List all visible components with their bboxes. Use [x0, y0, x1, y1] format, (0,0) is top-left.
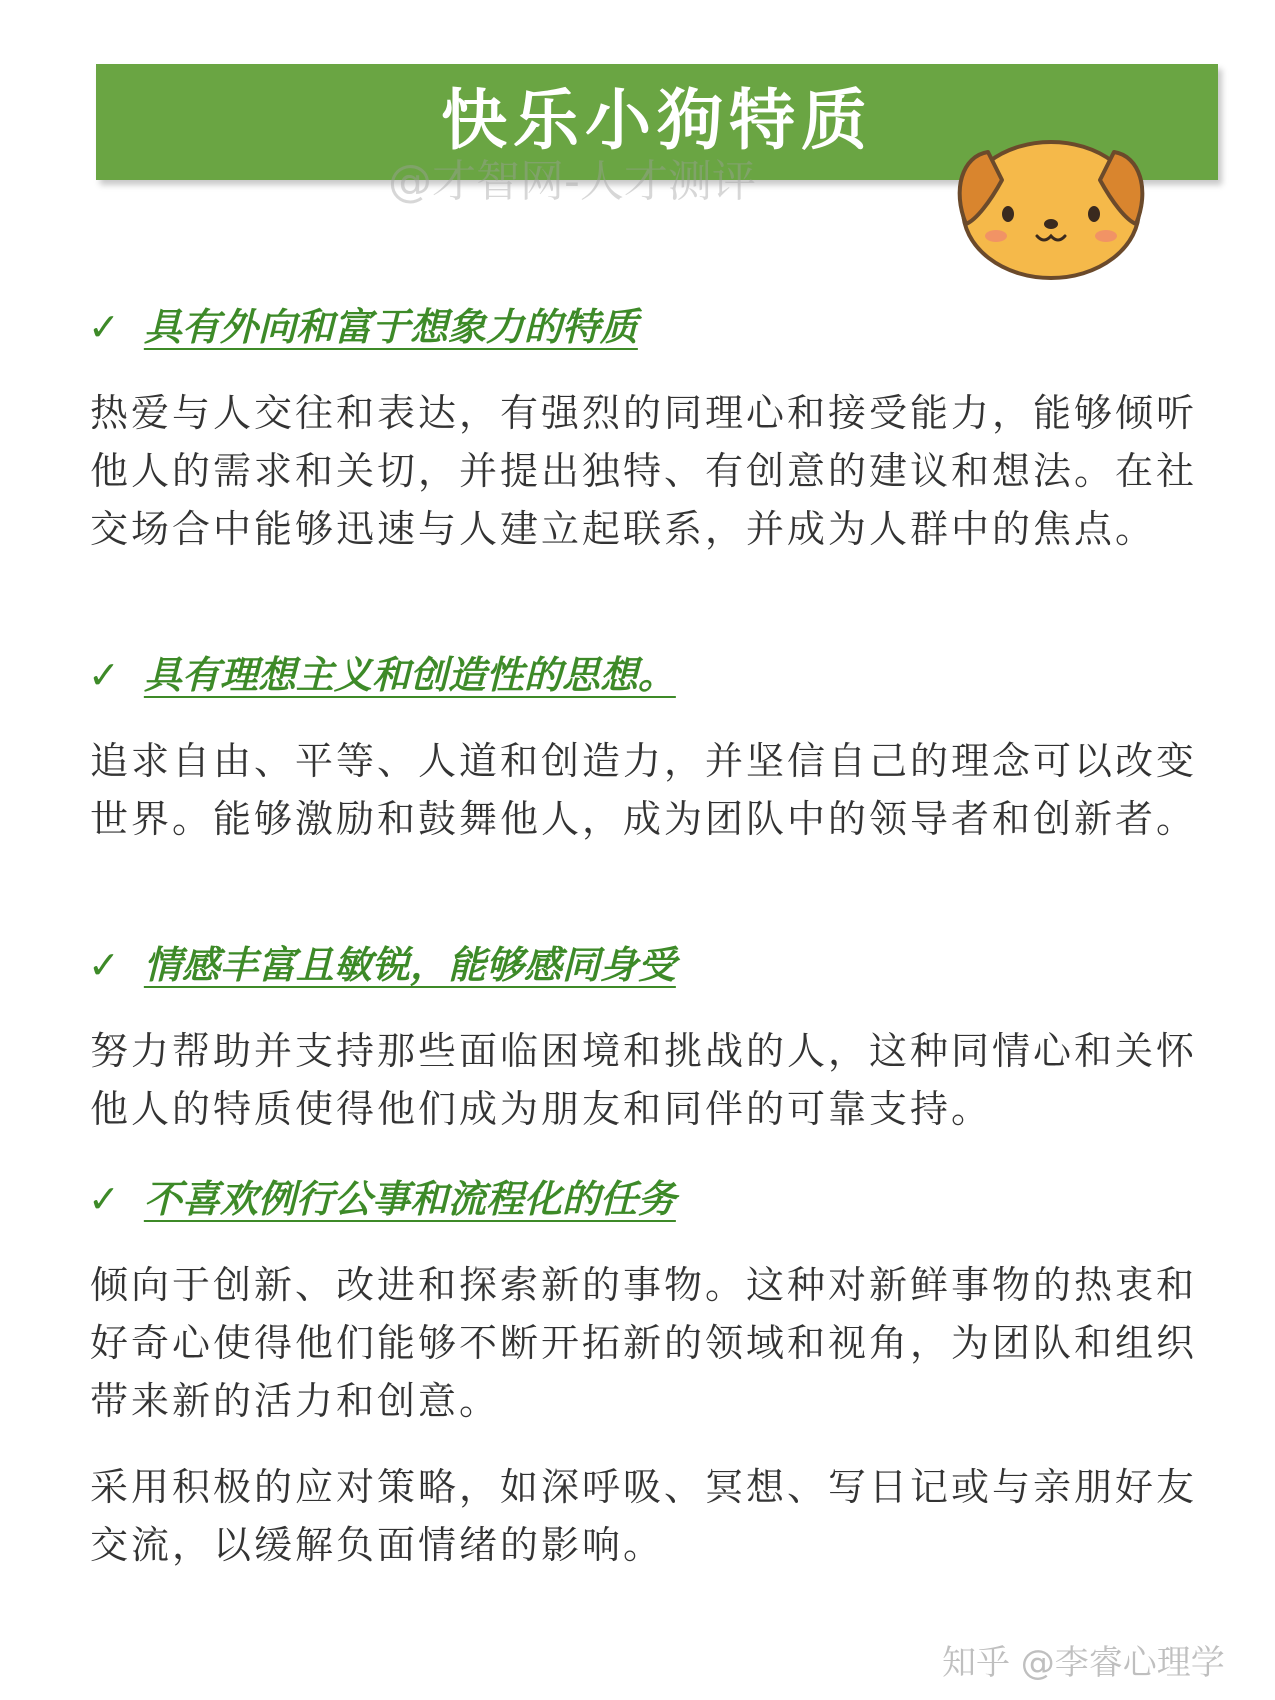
section-heading-2: ✓ 具有理想主义和创造性的思想。	[88, 653, 676, 697]
closing-paragraph: 采用积极的应对策略，如深呼吸、冥想、写日记或与亲朋好友交流，以缓解负面情绪的影响。	[90, 1465, 1198, 1567]
check-icon: ✓	[88, 653, 120, 697]
section-heading-4: ✓ 不喜欢例行公事和流程化的任务	[88, 1177, 676, 1221]
check-icon: ✓	[88, 305, 120, 349]
watermark-top: @才智网-人才测评	[388, 156, 756, 207]
page-title: 快乐小狗特质	[441, 82, 873, 159]
check-icon: ✓	[88, 943, 120, 987]
section-body-3: 努力帮助并支持那些面临困境和挑战的人，这种同情心和关怀他人的特质使得他们成为朋友和同伴的可靠支持。	[90, 1029, 1198, 1131]
dog-face-icon	[952, 112, 1150, 282]
check-icon: ✓	[88, 1177, 120, 1221]
section-body-4: 倾向于创新、改进和探索新的事物。这种对新鲜事物的热衷和好奇心使得他们能够不断开拓新的领域和视角，为团队和组织带来新的活力和创意。	[90, 1263, 1198, 1423]
section-body-2: 追求自由、平等、人道和创造力，并坚信自己的理念可以改变世界。能够激励和鼓舞他人，成为团队中的领导者和创新者。	[90, 739, 1198, 841]
section-heading-3: ✓ 情感丰富且敏锐，能够感同身受	[88, 943, 676, 987]
watermark-bottom: 知乎 @李睿心理学	[942, 1643, 1225, 1683]
section-heading-1: ✓ 具有外向和富于想象力的特质	[88, 305, 638, 349]
section-body-1: 热爱与人交往和表达，有强烈的同理心和接受能力，能够倾听他人的需求和关切，并提出独特、有创意的建议和想法。在社交场合中能够迅速与人建立起联系，并成为人群中的焦点。	[90, 391, 1198, 551]
